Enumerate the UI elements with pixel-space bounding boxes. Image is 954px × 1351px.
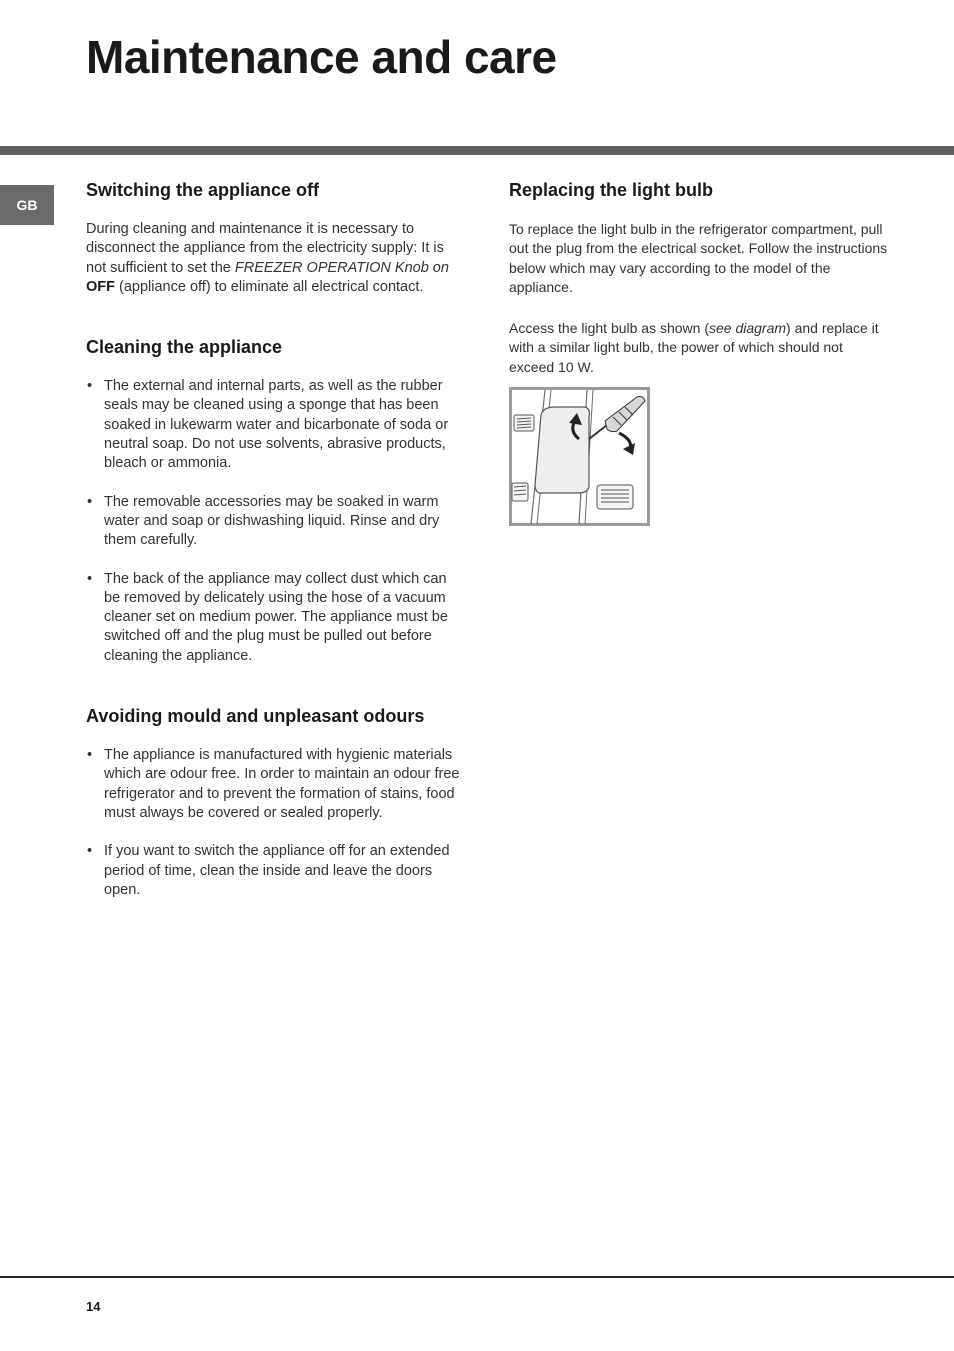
vent-right-bottom <box>597 485 633 509</box>
see-diagram-ref: see diagram <box>709 320 787 337</box>
cleaning-list <box>86 377 466 666</box>
light-bulb-paragraph-1: To replace the light bulb in the refrigerator compartment, pull out the plug from the electrical socket. Follow the instructions below which may vary according to the model of the appliance. <box>509 221 888 295</box>
section-mould <box>86 704 466 900</box>
mould-heading: Avoiding mould and unpleasant odours <box>86 706 425 727</box>
right-column <box>509 178 889 526</box>
list-item: • If you want to switch the appliance off for an extended period of time, clean the inside and leave the doors open. <box>86 842 466 900</box>
list-item: • The removable accessories may be soaked in warm water and soap or dishwashing liquid. Rinse and dry them carefully. <box>86 493 466 551</box>
header-rule <box>0 146 954 155</box>
list-item: • The external and internal parts, as well as the rubber seals may be cleaned using a sponge that has been soaked in lukewarm water and bicarbonate of soda or neutral soap. Do not use solvents, abrasive products, bleach or ammonia. <box>86 377 466 473</box>
left-column <box>86 178 466 938</box>
mould-list <box>86 746 466 900</box>
vent-left-top <box>514 415 534 431</box>
section-switching-off <box>86 178 466 297</box>
knob-name: FREEZER OPERATION Knob on <box>234 259 449 276</box>
vent-left-bottom <box>512 483 528 501</box>
section-cleaning <box>86 335 466 666</box>
page-title: Maintenance and care <box>86 31 557 83</box>
language-tab: GB <box>0 185 54 225</box>
switching-off-text <box>86 220 466 297</box>
switching-off-heading: Switching the appliance off <box>86 180 320 200</box>
switching-off-text-2: (appliance off) to eliminate all electrical contact. <box>115 278 424 295</box>
light-bulb-heading: Replacing the light bulb <box>509 180 713 200</box>
switching-off-text-1: During cleaning and maintenance it is necessary to disconnect the appliance from the electricity supply: It is not sufficient to set the <box>86 221 444 276</box>
light-bulb-p2-before: Access the light bulb as shown ( <box>509 320 709 337</box>
light-bulb-paragraph-2 <box>509 319 889 377</box>
page-number: 14 <box>86 1299 101 1314</box>
light-cover <box>535 407 590 493</box>
footer-rule <box>0 1276 954 1278</box>
light-bulb-diagram <box>509 387 650 526</box>
off-word: OFF <box>86 278 115 295</box>
light-bulb-p2-after: ) and replace it with a similar light bulb, the power of which should not exceed 10 W. <box>509 320 879 375</box>
list-item: • The back of the appliance may collect dust which can be removed by delicately using the hose of a vacuum cleaner set on medium power. The appliance must be switched off and the plug must be pulled out before cleaning the appliance. <box>86 570 466 666</box>
cleaning-heading: Cleaning the appliance <box>86 337 283 358</box>
list-item: • The appliance is manufactured with hygienic materials which are odour free. In order to maintain an odour free refrigerator and to prevent the formation of stains, food must always be covered or sealed properly. <box>86 746 466 823</box>
